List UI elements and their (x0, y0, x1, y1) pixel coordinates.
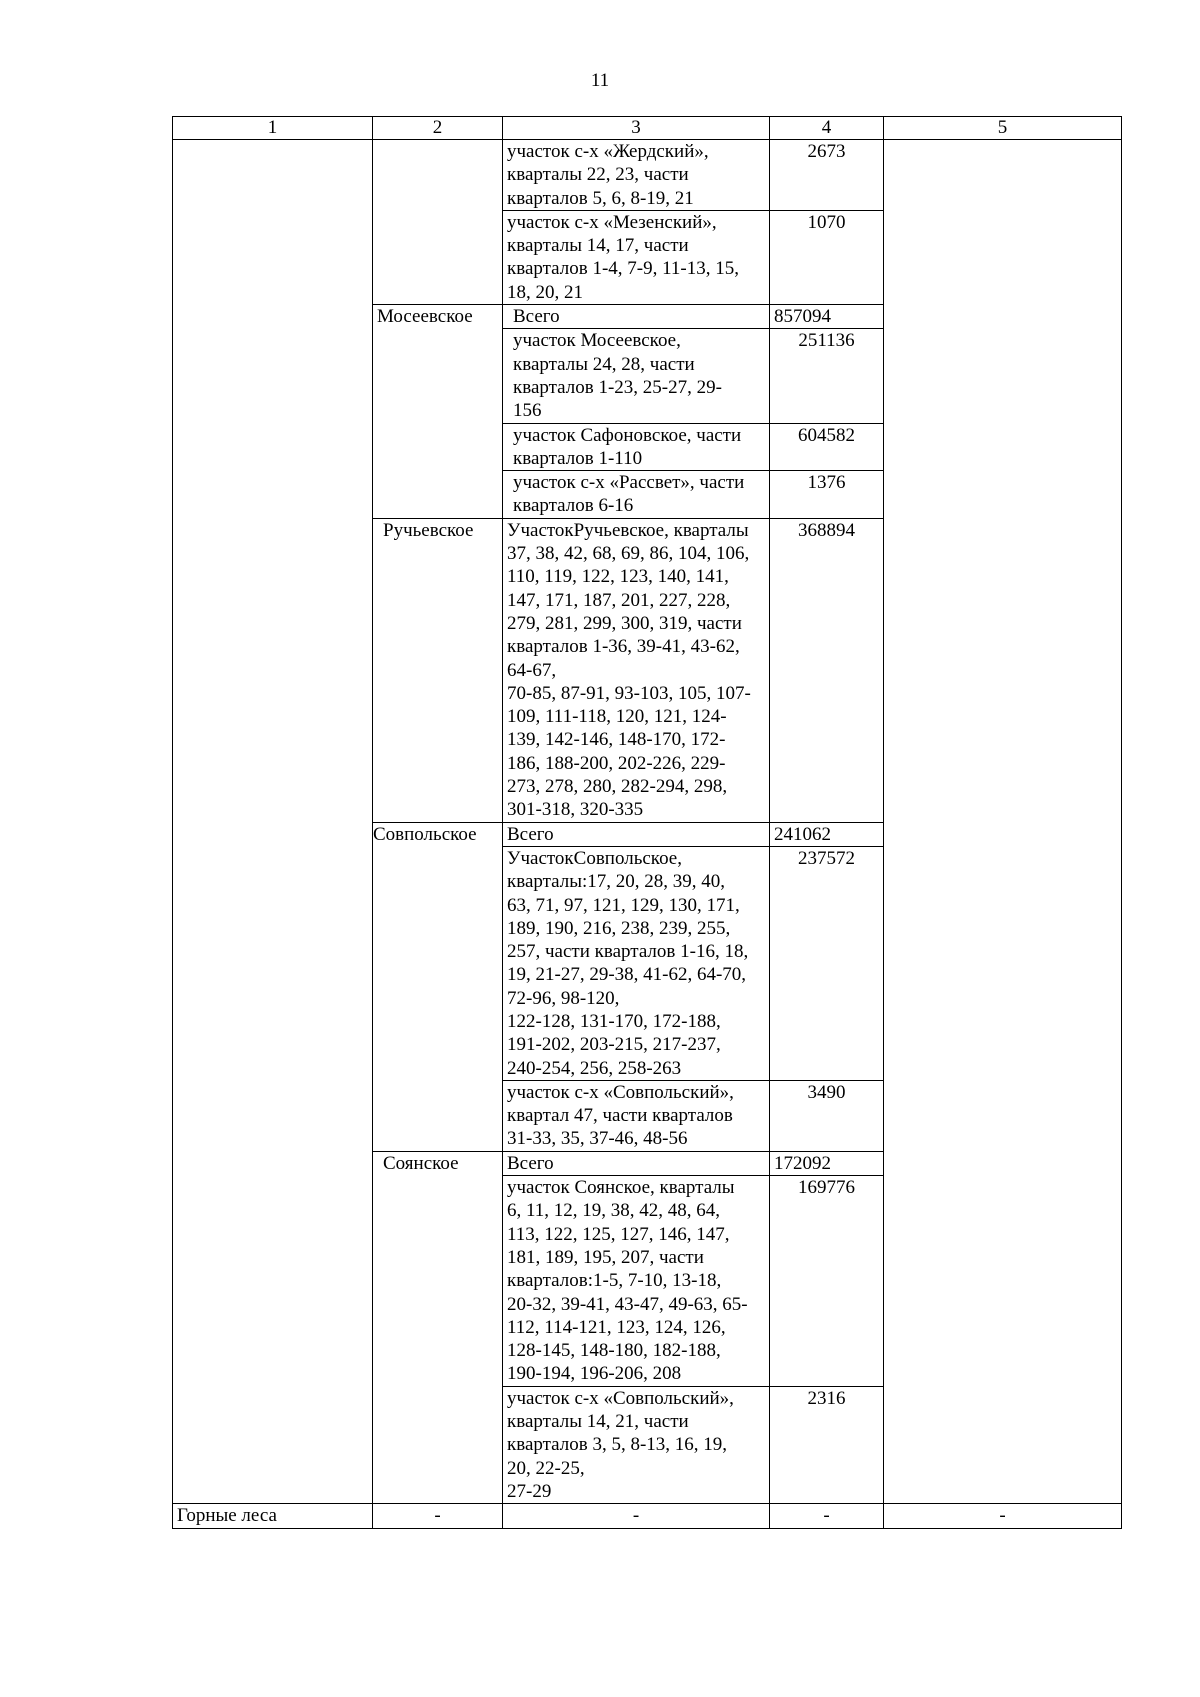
header-col-5: 5 (884, 117, 1122, 140)
header-col-2: 2 (373, 117, 503, 140)
col2-blank (373, 140, 503, 305)
table-row (173, 140, 1122, 211)
row-desc: УчастокРучьевское, кварталы 37, 38, 42, 68, 69, 86, 104, 106, 110, 119, 122, 123, 140, 141, 147, 171, 187, 201, 227, 228, 279, 281, 299, 300, 319, части кварталов 1-36, 39-41, 43-62, 64-67, 70-85, 87-91, 93-103, 105, 107- 109, 111-118, 120, 121, 124- 139, 142-146, 148-170, 172- 186, 188-200, 202-226, 229- 273, 278, 280, 282-294, 298, 301-318, 320-335 (503, 518, 770, 822)
col1-blank (173, 140, 373, 1504)
row-area: 2316 (770, 1386, 884, 1503)
total-area: 857094 (770, 305, 884, 329)
dash-cell: - (770, 1504, 884, 1528)
total-label: Всего (503, 305, 770, 329)
row-desc: участок с-х «Жердский», кварталы 22, 23, части кварталов 5, 6, 8-19, 21 (503, 140, 770, 211)
row-area: 368894 (770, 518, 884, 822)
row-area: 1070 (770, 210, 884, 304)
row-area: 604582 (770, 423, 884, 471)
header-col-3: 3 (503, 117, 770, 140)
row-desc: участок с-х «Рассвет», части кварталов 6-16 (503, 471, 770, 519)
dash-cell: - (373, 1504, 503, 1528)
total-label: Всего (503, 822, 770, 846)
row-area: 3490 (770, 1080, 884, 1151)
forestry-name: Ручьевское (373, 518, 503, 822)
header-col-4: 4 (770, 117, 884, 140)
row-desc: УчастокСовпольское, кварталы:17, 20, 28, 39, 40, 63, 71, 97, 121, 129, 130, 171, 189, 190, 216, 238, 239, 255, 257, части кварталов 1-16, 18, 19, 21-27, 29-38, 41-62, 64-70, 72-96, 98-120, 122-128, 131-170, 172-188, 191-202, 203-215, 217-237, 240-254, 256, 258-263 (503, 846, 770, 1080)
col5-blank (884, 140, 1122, 1504)
forest-table (172, 116, 1122, 1529)
forestry-name: Совпольское (373, 822, 503, 1151)
forestry-name: Соянское (373, 1151, 503, 1503)
row-desc: участок Сафоновское, части кварталов 1-110 (503, 423, 770, 471)
total-area: 241062 (770, 822, 884, 846)
row-desc: участок с-х «Мезенский», кварталы 14, 17, части кварталов 1-4, 7-9, 11-13, 15, 18, 20, 21 (503, 210, 770, 304)
dash-cell: - (884, 1504, 1122, 1528)
forestry-name: Мосеевское (373, 305, 503, 519)
row-desc: участок с-х «Совпольский», кварталы 14, 21, части кварталов 3, 5, 8-13, 16, 19, 20, 22-25, 27-29 (503, 1386, 770, 1503)
header-col-1: 1 (173, 117, 373, 140)
table-row (173, 1504, 1122, 1528)
row-area: 169776 (770, 1176, 884, 1387)
mountain-forests-label: Горные леса (173, 1504, 373, 1528)
row-desc: участок с-х «Совпольский», квартал 47, части кварталов 31-33, 35, 37-46, 48-56 (503, 1080, 770, 1151)
row-area: 2673 (770, 140, 884, 211)
total-area: 172092 (770, 1151, 884, 1175)
row-area: 1376 (770, 471, 884, 519)
row-desc: участок Мосеевское, кварталы 24, 28, части кварталов 1-23, 25-27, 29- 156 (503, 329, 770, 423)
dash-cell: - (503, 1504, 770, 1528)
table-header-row (173, 117, 1122, 140)
row-desc: участок Соянское, кварталы 6, 11, 12, 19, 38, 42, 48, 64, 113, 122, 125, 127, 146, 147, 181, 189, 195, 207, части кварталов:1-5, 7-10, 13-18, 20-32, 39-41, 43-47, 49-63, 65- 112, 114-121, 123, 124, 126, 128-145, 148-180, 182-188, 190-194, 196-206, 208 (503, 1176, 770, 1387)
total-label: Всего (503, 1151, 770, 1175)
page-number: 11 (590, 70, 610, 91)
row-area: 251136 (770, 329, 884, 423)
row-area: 237572 (770, 846, 884, 1080)
